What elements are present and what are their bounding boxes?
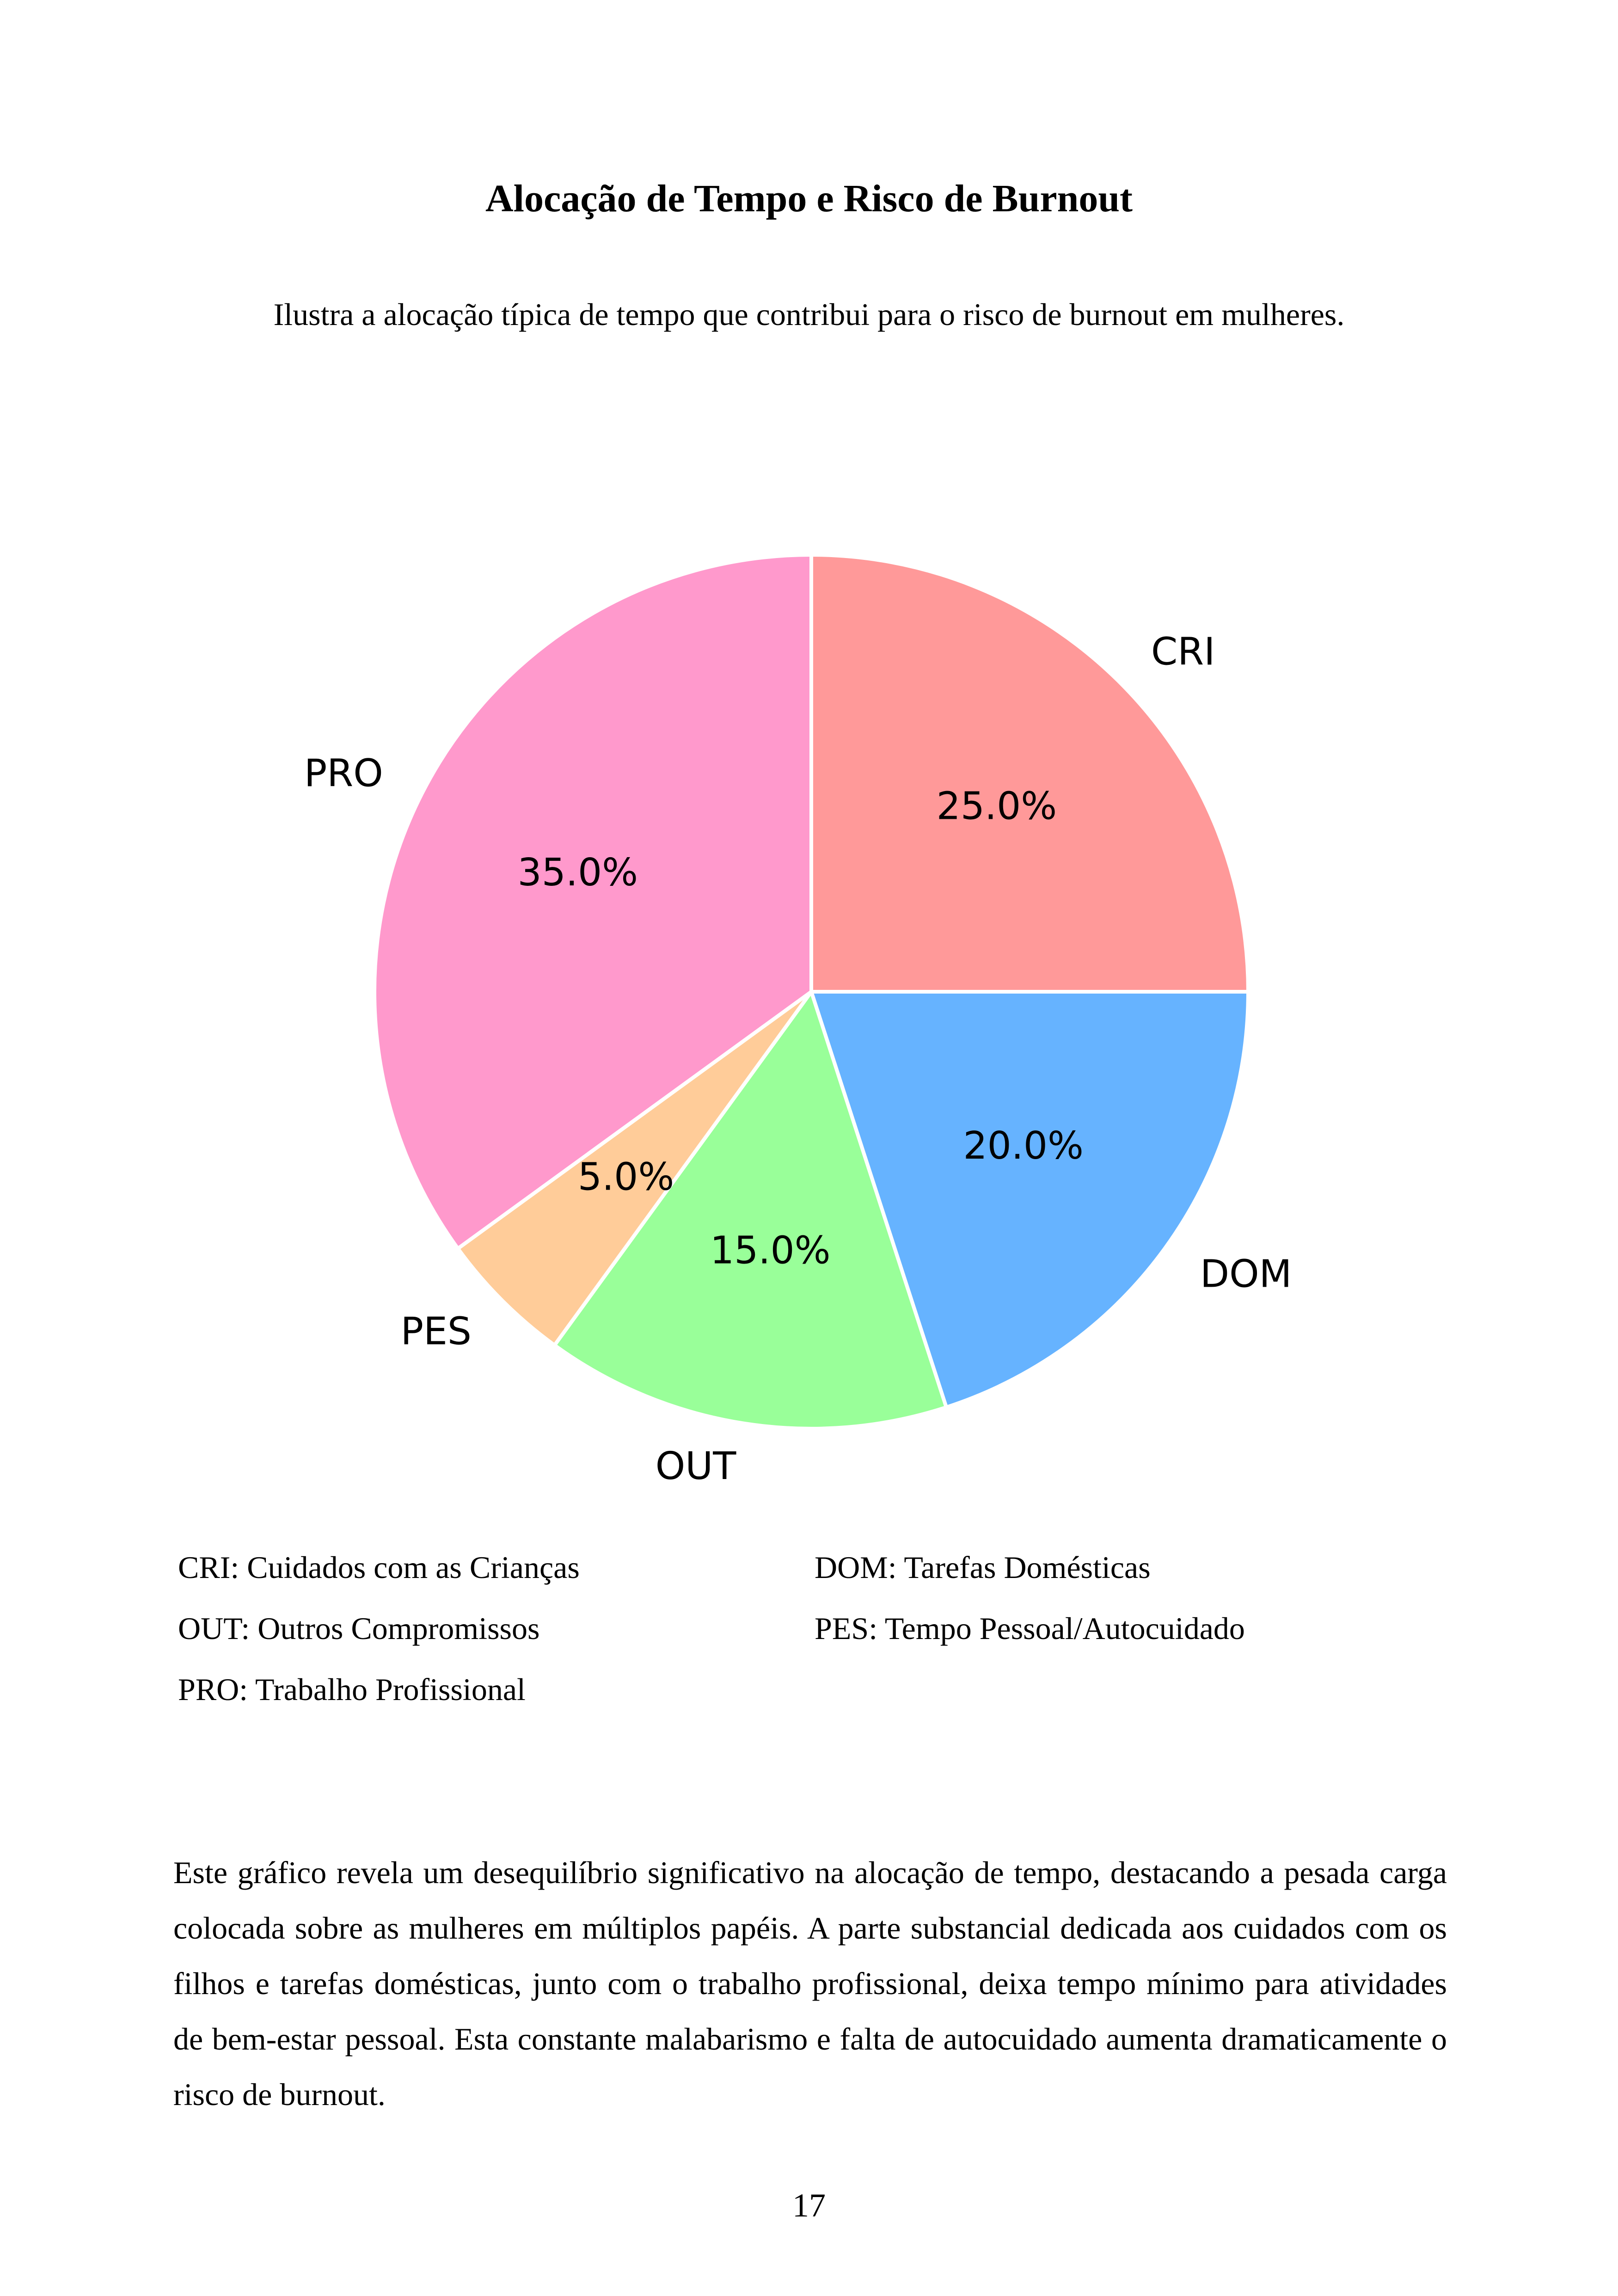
pie-value-label-pro: 35.0% — [517, 851, 638, 895]
page-title: Alocação de Tempo e Risco de Burnout — [485, 177, 1133, 220]
legend-entry-cri — [178, 1544, 580, 1590]
pie-slice-cri — [811, 555, 1248, 992]
pie-value-label-dom: 20.0% — [963, 1123, 1084, 1168]
pie-category-label-pes: PES — [400, 1309, 472, 1354]
legend-entry-pes — [815, 1605, 1245, 1651]
pie-category-label-out: OUT — [655, 1444, 736, 1489]
legend-entry-out — [178, 1605, 539, 1651]
chart-description-paragraph: Este gráfico revela um desequilíbrio significativo na alocação de tempo, destacando a pesada carga colocada sobre as mulheres em múltiplos papéis. A parte substancial dedicada aos cuidados com os filhos e tarefas domésticas, junto com o trabalho profissional, deixa tempo mínimo para atividades de bem-estar pessoal. Esta constante malabarismo e falta de autocuidado aumenta dramaticamente o risco de burnout. — [173, 1855, 1447, 2112]
legend-code: PES : — [815, 1611, 885, 1646]
page-subtitle: Ilustra a alocação típica de tempo que contribui para o risco de burnout em mulheres. — [273, 297, 1345, 332]
legend-code: CRI : — [178, 1550, 247, 1585]
page-number: 17 — [792, 2187, 826, 2224]
legend-entry-pro — [178, 1666, 526, 1713]
pie-category-label-cri: CRI — [1151, 630, 1215, 674]
pie-value-label-cri: 25.0% — [936, 784, 1057, 829]
pie-value-label-pes: 5.0% — [577, 1155, 674, 1199]
pie-category-label-dom: DOM — [1200, 1252, 1292, 1296]
legend-code: PRO : — [178, 1672, 255, 1707]
legend-description: Trabalho Profissional — [255, 1672, 526, 1707]
legend-description: Outros Compromissos — [257, 1611, 540, 1646]
pie-chart — [0, 509, 1618, 1526]
legend-description: Tempo Pessoal/Autocuidado — [884, 1611, 1245, 1646]
legend-description: Tarefas Domésticas — [904, 1550, 1151, 1585]
pie-value-label-out: 15.0% — [710, 1228, 831, 1273]
legend-entry-dom — [815, 1544, 1151, 1590]
legend-description: Cuidados com as Crianças — [247, 1550, 580, 1585]
pie-slices — [374, 555, 1248, 1429]
legend-code: DOM : — [815, 1550, 904, 1585]
legend-code: OUT : — [178, 1611, 257, 1646]
pie-category-label-pro: PRO — [304, 751, 383, 796]
